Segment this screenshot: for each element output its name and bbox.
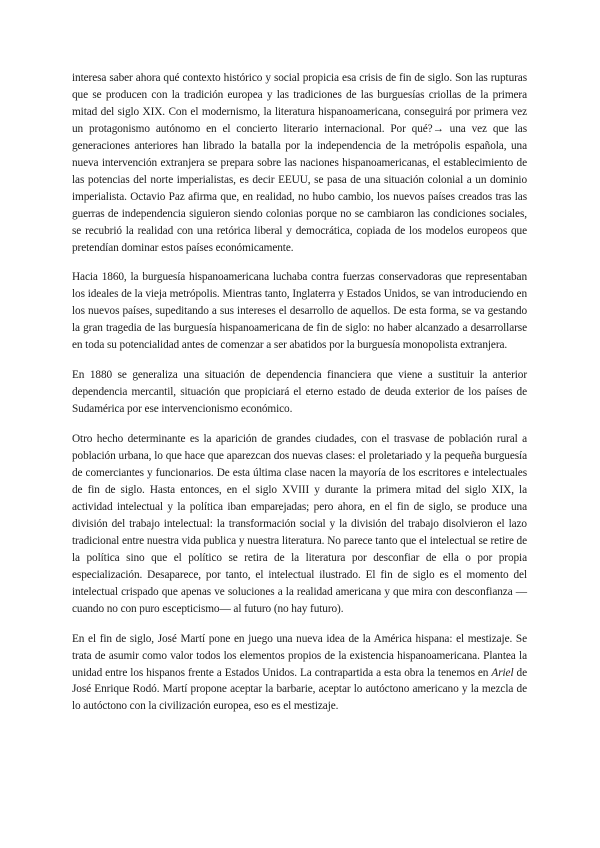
document-page [72, 70, 527, 728]
paragraph-text: Hacia 1860, la burguesía hispanoamericana luchaba contra fuerzas conservadoras que representaban los ideales de la vieja metrópolis. Mientras tanto, Inglaterra y Estados Unidos, se van introduciendo en los nuevos países, supeditando a sus intereses el desarrollo de aquellos. De esta forma, se va gestando la gran tragedia de las burguesía hispanoamericana de fin de siglo: no haber alcanzado a desarrollarse en toda su potencialidad antes de comenzar a ser abatidos por la burguesía monopolista extranjera. [72, 271, 527, 352]
paragraph-burguesia-1860 [72, 269, 527, 354]
paragraph-dependencia-1880 [72, 367, 527, 418]
paragraph-context-crisis [72, 70, 527, 256]
paragraph-text: Otro hecho determinante es la aparición de grandes ciudades, con el trasvase de población rural a población urbana, lo que hace que aparezcan dos nuevas clases: el proletariado y la pequeña burguesía de comerciantes y funcionarios. De esta última clase nacen la mayoría de los escritores e intelectuales de fin de siglo. Hasta entonces, en el siglo XVIII y durante la primera mitad del siglo XIX, la actividad intelectual y la política iban emparejadas; pero ahora, en el fin de siglo, se produce una división del trabajo intelectual: la transformación social y la división del trabajo disolvieron el lazo tradicional entre nuestra vida publica y nuestra literatura. No parece tanto que el intelectual se retire de la política sino que el político se retira de la literatura por desconfiar de ella o por propia especialización. Desaparece, por tanto, el intelectual ilustrado. El fin de siglo es el momento del intelectual crispado que apenas ve soluciones a la realidad americana y que mira con desconfianza —cuando no con puro escepticismo— al futuro (no hay futuro). [72, 433, 527, 615]
paragraph-mestizaje [72, 631, 527, 716]
paragraph-text: En el fin de siglo, José Martí pone en juego una nueva idea de la América hispana: el mestizaje. Se trata de asumir como valor todos los elementos propios de la existencia hispanoamericana. Plantea la unidad entre los hispanos frente a Estados Unidos. La contrapartida a esta obra la tenemos en [72, 632, 527, 679]
paragraph-text: En 1880 se generaliza una situación de dependencia financiera que viene a sustituir la anterior dependencia mercantil, situación que propiciará el eterno estado de deuda exterior de los países de Sudamérica por ese intervencionismo económico. [72, 369, 527, 416]
paragraph-grandes-ciudades [72, 431, 527, 617]
book-title-ariel: Ariel [491, 666, 514, 679]
paragraph-text: de José Enrique Rodó. Martí propone aceptar la barbarie, aceptar lo autóctono americano y la mezcla de lo autóctono con la civilización europea, eso es el mestizaje. [72, 666, 527, 713]
paragraph-text: interesa saber ahora qué contexto histórico y social propicia esa crisis de fin de siglo. Son las rupturas que se producen con la tradición europea y las tradiciones de las burguesías criollas de la primera mitad del siglo XIX. Con el modernismo, la literatura hispanoamericana, conseguirá por primera vez un protagonismo autónomo en el concierto literario internacional. Por qué?→ una vez que las generaciones anteriores han librado la batalla por la independencia de la metrópolis española, una nueva intervención extranjera se prepara sobre las naciones hispanoamericanas, el establecimiento de las potencias del norte imperialistas, es decir EEUU, se pasa de una situación colonial a un dominio imperialista. Octavio Paz afirma que, en realidad, no hubo cambio, los nuevos países creados tras las guerras de independencia siguieron siendo colonias porque no se cambiaron las condiciones sociales, se recubrió la realidad con una retórica liberal y democrática, copiada de los modelos europeos que pretendían dominar estos países económicamente. [72, 72, 527, 254]
